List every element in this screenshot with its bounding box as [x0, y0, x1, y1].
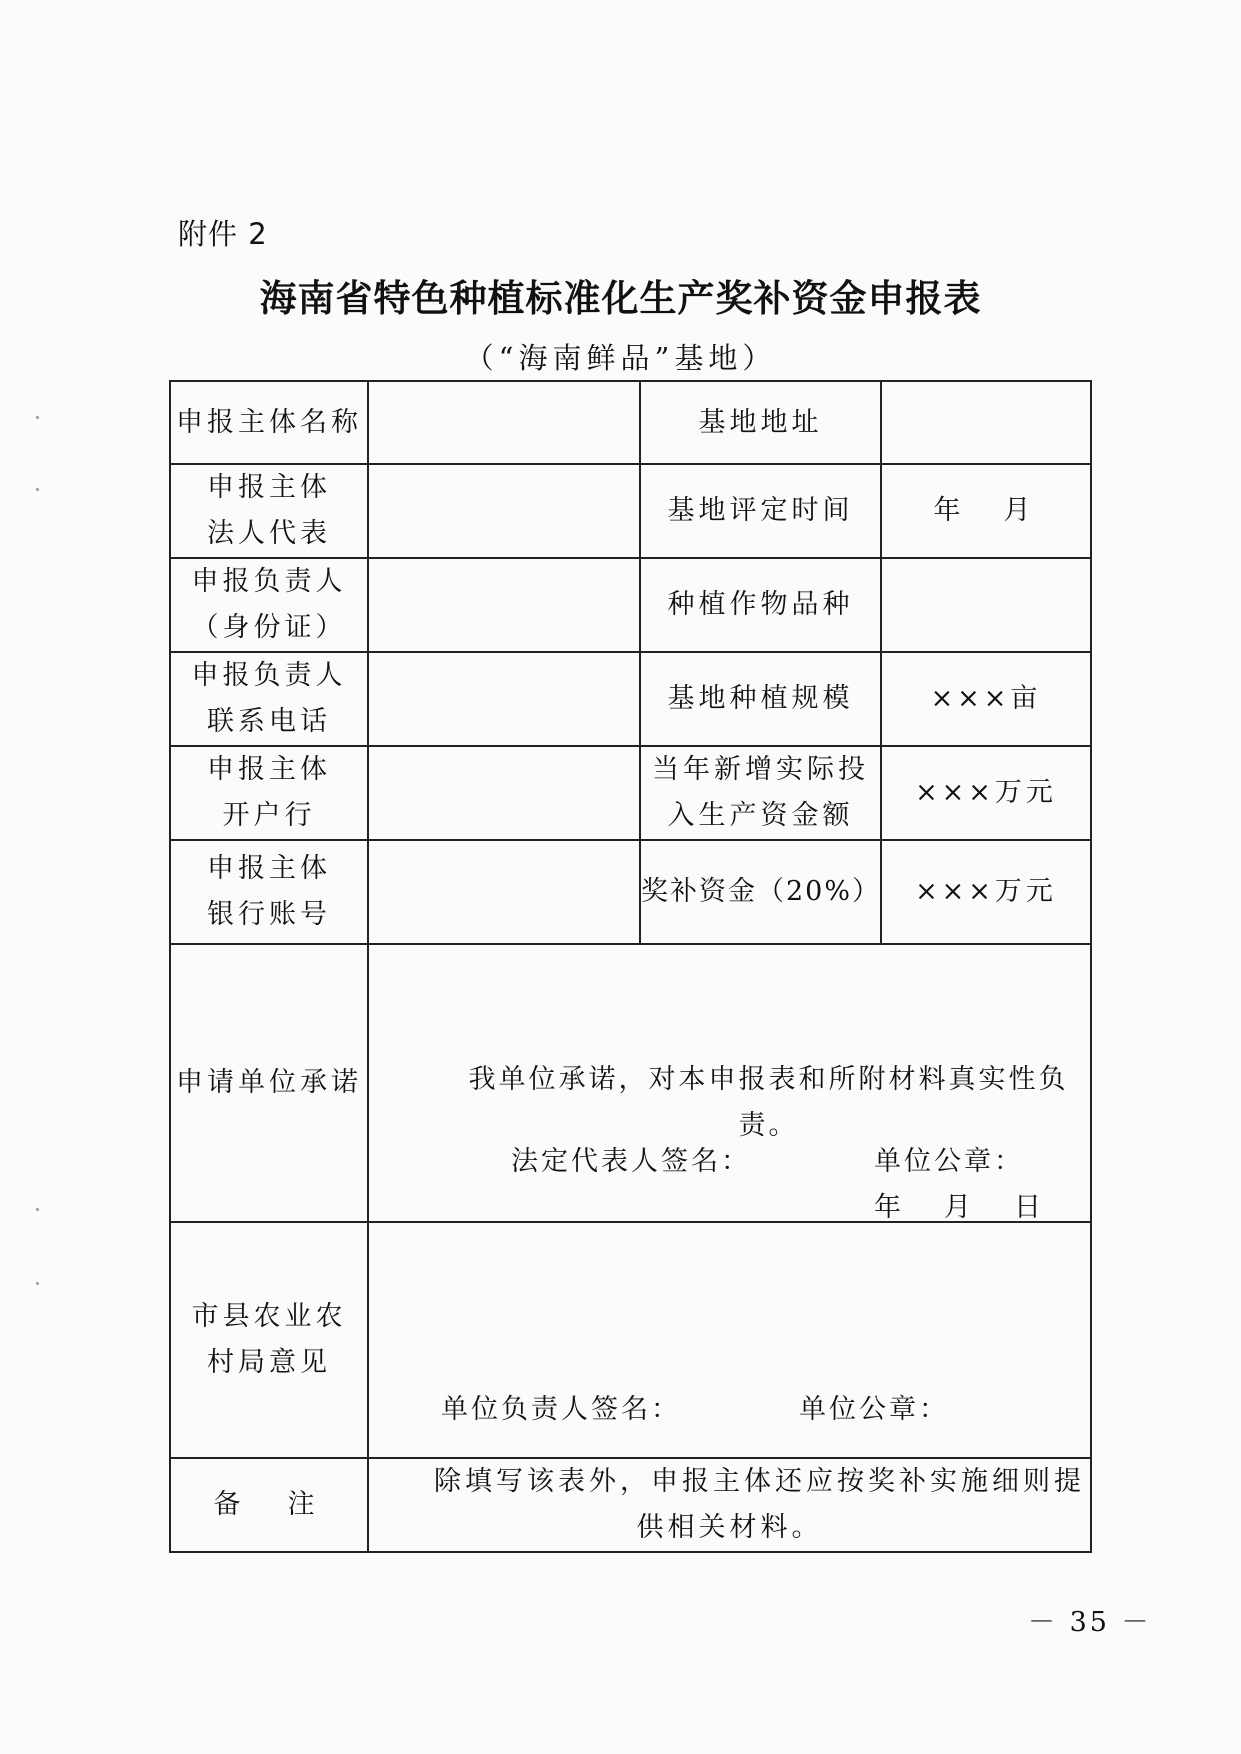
label-applicant-name: 申报主体名称	[170, 381, 368, 464]
scan-speck	[36, 1282, 39, 1285]
label-evaluation-time: 基地评定时间	[640, 464, 881, 558]
form-title: 海南省特色种植标准化生产奖补资金申报表	[259, 276, 982, 320]
label-crop-variety: 种植作物品种	[640, 558, 881, 652]
commitment-statement: 我单位承诺，对本申报表和所附材料真实性负责。	[468, 1064, 1069, 1141]
commitment-date[interactable]: 年 月 日	[874, 1192, 1049, 1223]
form-subtitle: （“海南鲜品”基地）	[464, 341, 777, 375]
label-planting-scale: 基地种植规模	[640, 652, 881, 746]
remarks-text: 除填写该表外，申报主体还应按奖补实施细则提供相关材料。	[368, 1458, 1091, 1552]
application-form-table	[169, 380, 1092, 1553]
label-contact-phone: 申报负责人 联系电话	[170, 652, 368, 746]
scan-speck	[36, 488, 39, 491]
field-base-address[interactable]	[881, 381, 1091, 464]
unit-seal-bureau[interactable]: 单位公章：	[799, 1394, 949, 1425]
label-base-address: 基地地址	[640, 381, 881, 464]
label-bank-account: 申报主体 银行账号	[170, 840, 368, 944]
field-new-investment[interactable]: ×××万元	[881, 746, 1091, 840]
label-bureau-opinion: 市县农业农 村局意见	[170, 1222, 368, 1458]
unit-head-signature[interactable]: 单位负责人签名：	[441, 1394, 681, 1425]
label-remarks: 备 注	[170, 1458, 368, 1552]
table-row	[170, 558, 1091, 652]
table-row	[170, 944, 1091, 1222]
label-new-investment: 当年新增实际投 入生产资金额	[640, 746, 881, 840]
page-number: － 35 －	[1028, 1607, 1152, 1638]
bureau-opinion-cell[interactable]	[368, 1222, 1091, 1458]
annex-label: 附件 2	[178, 217, 268, 251]
table-row	[170, 381, 1091, 464]
label-subsidy-amount: 奖补资金（20%）	[640, 840, 881, 944]
field-applicant-name[interactable]	[368, 381, 640, 464]
field-bank-account[interactable]	[368, 840, 640, 944]
table-row	[170, 746, 1091, 840]
field-legal-representative[interactable]	[368, 464, 640, 558]
label-opening-bank: 申报主体 开户行	[170, 746, 368, 840]
field-planting-scale[interactable]: ×××亩	[881, 652, 1091, 746]
field-subsidy-amount[interactable]: ×××万元	[881, 840, 1091, 944]
field-crop-variety[interactable]	[881, 558, 1091, 652]
table-row	[170, 1222, 1091, 1458]
field-opening-bank[interactable]	[368, 746, 640, 840]
scan-speck	[36, 416, 39, 419]
scan-speck	[36, 1208, 39, 1211]
table-row	[170, 464, 1091, 558]
legal-representative-signature[interactable]: 法定代表人签名：	[511, 1146, 751, 1177]
field-person-in-charge[interactable]	[368, 558, 640, 652]
label-commitment: 申请单位承诺	[170, 944, 368, 1222]
table-row	[170, 1458, 1091, 1552]
field-contact-phone[interactable]	[368, 652, 640, 746]
table-row	[170, 840, 1091, 944]
commitment-cell	[368, 944, 1091, 1222]
table-row	[170, 652, 1091, 746]
field-evaluation-time[interactable]: 年 月	[881, 464, 1091, 558]
label-legal-representative: 申报主体 法人代表	[170, 464, 368, 558]
unit-seal-commitment[interactable]: 单位公章：	[874, 1146, 1024, 1177]
label-person-in-charge: 申报负责人 （身份证）	[170, 558, 368, 652]
